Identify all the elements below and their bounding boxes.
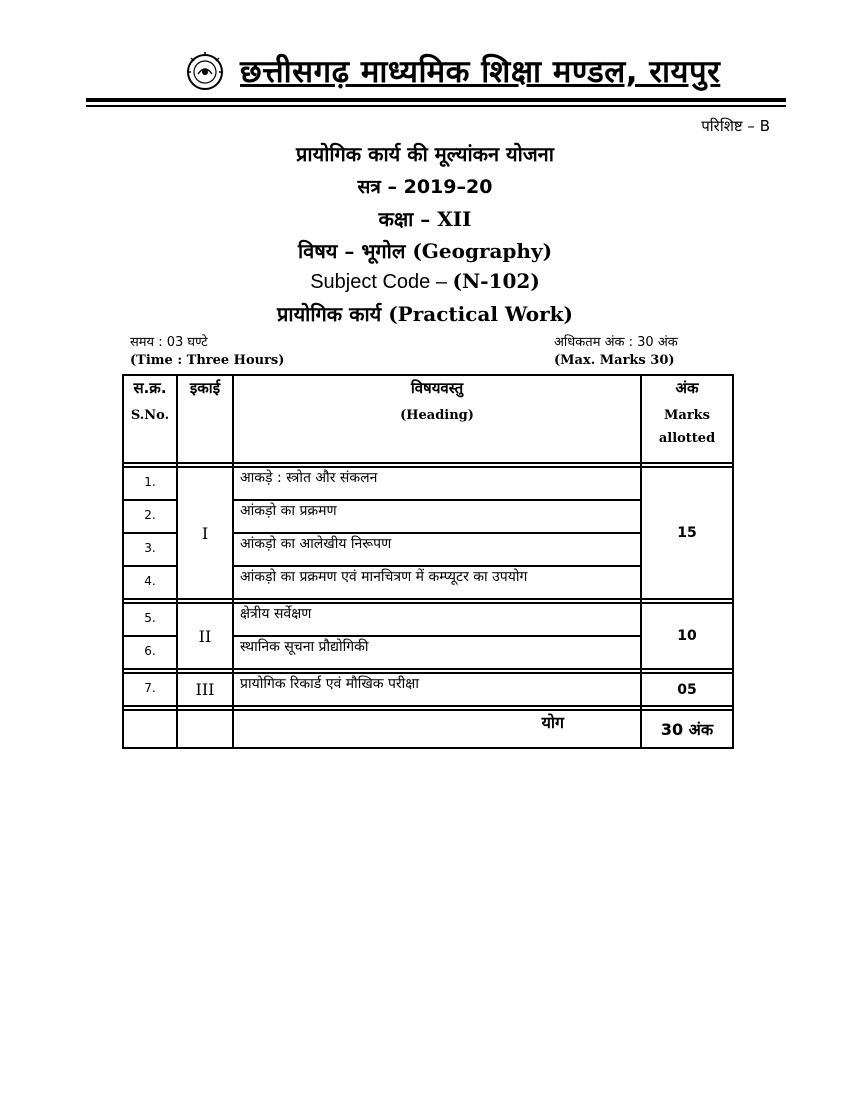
header-marks — [641, 375, 733, 463]
table-header-row — [123, 375, 733, 463]
subject-code-title — [0, 269, 850, 294]
table-row — [123, 673, 733, 706]
time-hindi: समय : 03 घण्टे — [130, 335, 208, 350]
max-marks-english: (Max. Marks 30) — [554, 353, 675, 368]
table-row — [123, 467, 733, 500]
board-logo-icon — [185, 52, 225, 92]
header-heading — [233, 375, 641, 463]
header-marks-allotted: allotted — [658, 431, 716, 446]
subject-code-value: (N-102) — [452, 269, 540, 293]
header-rule-thin — [86, 105, 786, 107]
appendix-label: परिशिष्ट – B — [701, 117, 770, 135]
session-title: सत्र – 2019–20 — [357, 176, 493, 198]
header-marks-hindi: अंक — [675, 379, 699, 397]
row-sn: 1. — [144, 475, 156, 489]
table-row — [123, 603, 733, 636]
header-rule-thick — [86, 98, 786, 102]
unit-marks-cell: 05 — [641, 673, 733, 706]
row-sn: 5. — [144, 611, 156, 625]
row-topic: आकड़े : स्त्रोत और संकलन — [233, 467, 641, 500]
row-topic: आंकड़ो का प्रक्रमण एवं मानचित्रण में कम्प्यूटर का उपयोग — [233, 566, 641, 599]
unit-cell: I — [177, 467, 233, 599]
board-name: छत्तीसगढ़ माध्यमिक शिक्षा मण्डल, रायपुर — [240, 54, 721, 90]
header-unit-hindi: इकाई — [189, 379, 221, 397]
row-sn: 6. — [144, 644, 156, 658]
class-title: कक्षा – XII — [378, 207, 472, 231]
practical-work-title: प्रायोगिक कार्य (Practical Work) — [277, 302, 573, 326]
max-marks-hindi: अधिकतम अंक : 30 अंक — [554, 335, 678, 350]
time-english: (Time : Three Hours) — [130, 353, 285, 368]
row-topic: आंकड़ो का प्रक्रमण — [233, 500, 641, 533]
unit-cell: II — [177, 603, 233, 669]
subject-code-prefix: Subject Code – — [310, 271, 453, 293]
row-sn: 3. — [144, 541, 156, 555]
header-sn — [123, 375, 177, 463]
unit-marks-cell: 15 — [641, 467, 733, 599]
header-marks-english: Marks — [664, 408, 710, 423]
evaluation-scheme-title: प्रायोगिक कार्य की मूल्यांकन योजना — [296, 142, 554, 166]
row-sn: 2. — [144, 508, 156, 522]
row-sn: 4. — [144, 574, 156, 588]
unit-marks-cell: 10 — [641, 603, 733, 669]
row-sn: 7. — [144, 681, 156, 695]
header-unit — [177, 375, 233, 463]
subject-title: विषय – भूगोल (Geography) — [297, 239, 553, 263]
total-value: 30 अंक — [641, 710, 733, 748]
marks-table — [122, 374, 734, 749]
row-topic: आंकड़ो का आलेखीय निरूपण — [233, 533, 641, 566]
header-heading-hindi: विषयवस्तु — [410, 379, 464, 397]
row-topic: क्षेत्रीय सर्वेक्षण — [233, 603, 641, 636]
header-sn-english: S.No. — [130, 408, 170, 423]
row-topic: स्थानिक सूचना प्रौद्योगिकी — [233, 636, 641, 669]
header-sn-hindi: स.क्र. — [133, 379, 167, 397]
row-topic: प्रायोगिक रिकार्ड एवं मौखिक परीक्षा — [233, 673, 641, 706]
header-heading-english: (Heading) — [400, 408, 474, 423]
total-row — [123, 710, 733, 748]
total-label: योग — [233, 710, 641, 748]
unit-cell: III — [177, 673, 233, 706]
